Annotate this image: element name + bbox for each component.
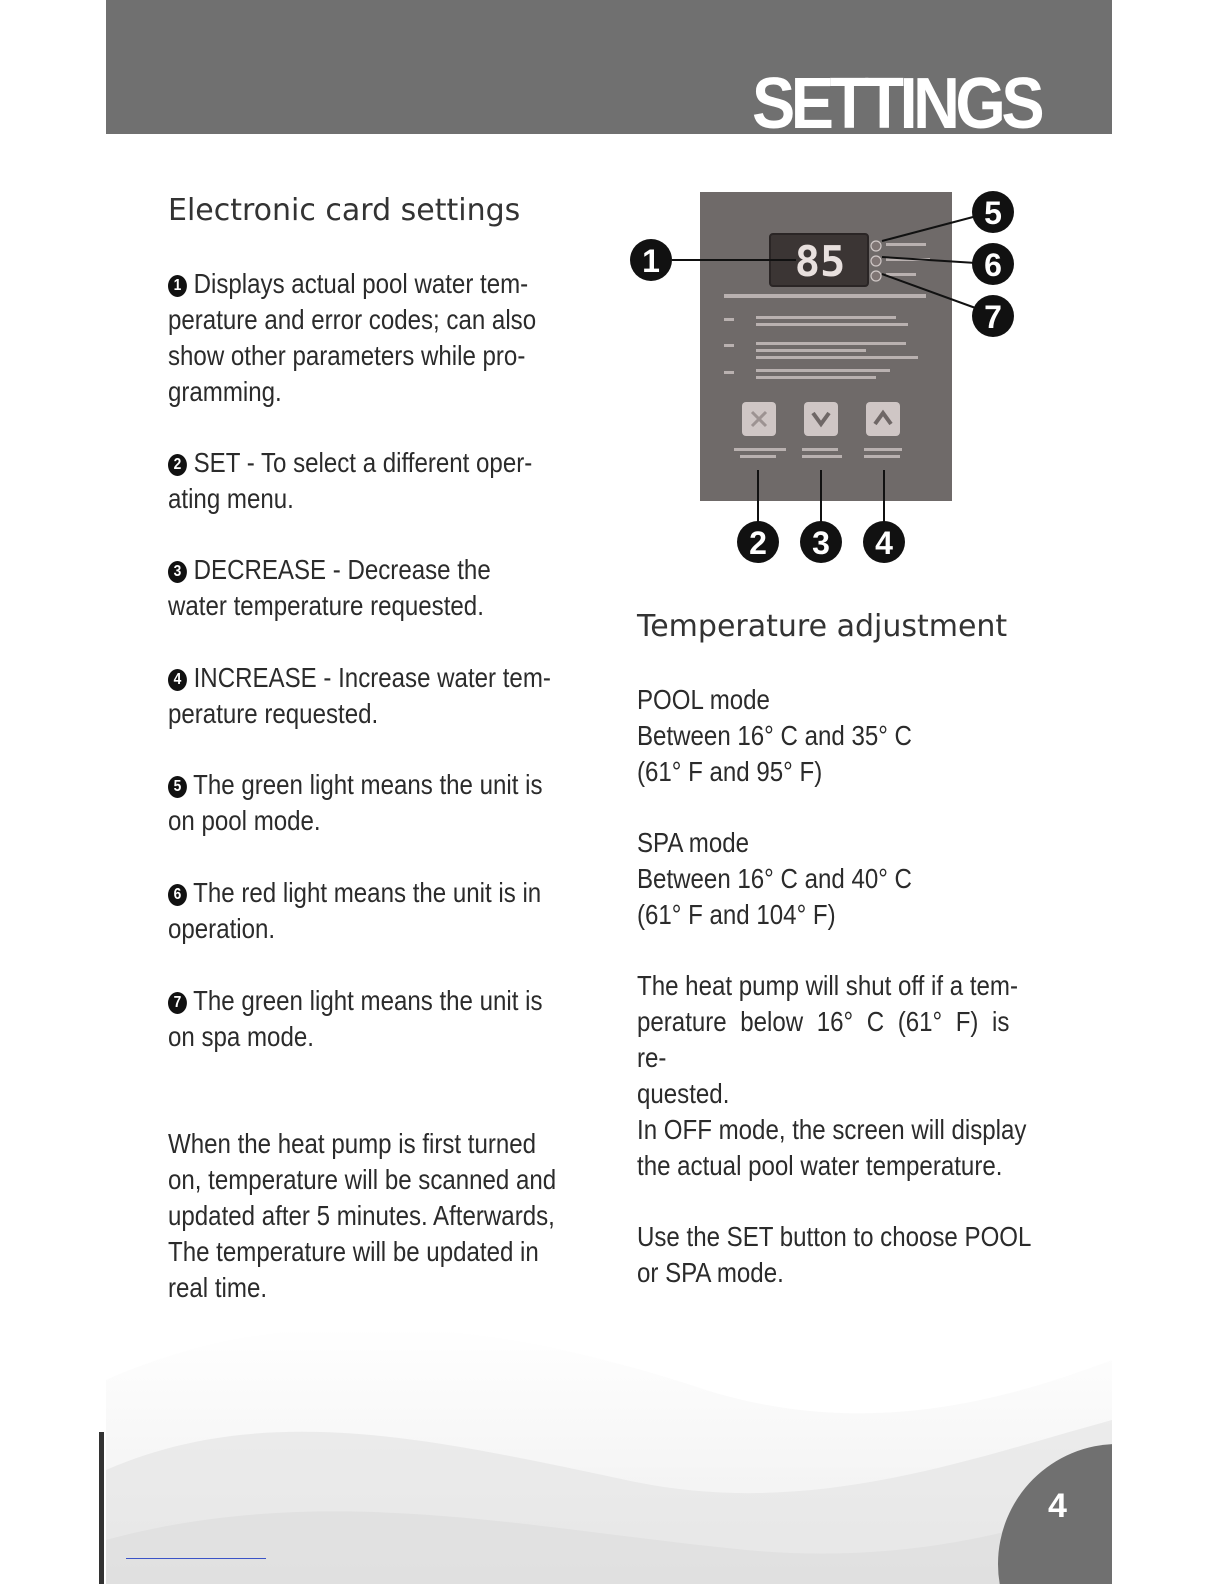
electronic-card-heading: Electronic card settings: [168, 193, 521, 228]
callout-number: 4: [168, 669, 187, 691]
manual-page: [106, 0, 1112, 1584]
svg-text:6: 6: [984, 247, 1002, 283]
bottom-rule: [126, 1558, 266, 1559]
callout-5: [972, 191, 1014, 233]
svg-text:7: 7: [984, 299, 1002, 335]
svg-text:4: 4: [875, 525, 893, 561]
temperature-adjustment-heading: Temperature adjustment: [637, 609, 1008, 644]
callout-6: [972, 243, 1014, 285]
page-header: [106, 0, 1112, 144]
display-readout: 85: [794, 237, 846, 286]
callout-1: [630, 239, 672, 281]
page-number: 4: [1048, 1487, 1067, 1525]
list-item: 4 INCREASE - Increase water tem- perature requested.: [168, 662, 551, 729]
svg-text:3: 3: [812, 525, 830, 561]
figure-callouts: [626, 186, 1026, 572]
callout-number: 6: [168, 884, 187, 906]
callout-number: 7: [168, 992, 187, 1014]
page-title: SETTINGS: [751, 64, 1040, 144]
list-item: 7 The green light means the unit is on spa mode.: [168, 985, 543, 1052]
svg-text:1: 1: [642, 243, 660, 279]
page-edge-bar: [99, 1432, 104, 1584]
list-item: 5 The green light means the unit is on pool mode.: [168, 769, 543, 836]
svg-text:2: 2: [749, 525, 767, 561]
pool-mode-range: POOL mode Between 16° C and 35° C (61° F and 95° F): [637, 684, 912, 787]
callout-number: 2: [168, 454, 187, 476]
spa-mode-range: SPA mode Between 16° C and 40° C (61° F and 104° F): [637, 827, 912, 930]
set-button-note: Use the SET button to choose POOL or SPA mode.: [637, 1221, 1032, 1288]
startup-note: When the heat pump is first turned on, temperature will be scanned and updated after 5 minutes. Afterwards, The temperature will be updated in real time.: [168, 1128, 557, 1303]
callout-number: 3: [168, 561, 187, 583]
callout-number: 1: [168, 275, 187, 297]
callout-4: [863, 521, 905, 563]
off-mode-note: In OFF mode, the screen will display the actual pool water temperature.: [637, 1114, 1027, 1181]
callout-7: [972, 295, 1014, 337]
list-item: 6 The red light means the unit is in operation.: [168, 877, 542, 944]
list-item: 2 SET - To select a different oper- ating menu.: [168, 447, 533, 514]
shutoff-note: The heat pump will shut off if a tem- perature below 16° C (61° F) is re- quested.: [637, 970, 1019, 1109]
callout-number: 5: [168, 776, 187, 798]
svg-text:5: 5: [984, 195, 1002, 231]
list-item: 3 DECREASE - Decrease the water temperature requested.: [168, 554, 491, 621]
callout-2: [737, 521, 779, 563]
callout-3: [800, 521, 842, 563]
list-item: 1 Displays actual pool water tem- perature and error codes; can also show other parameters while pro- gramming.: [168, 268, 537, 407]
